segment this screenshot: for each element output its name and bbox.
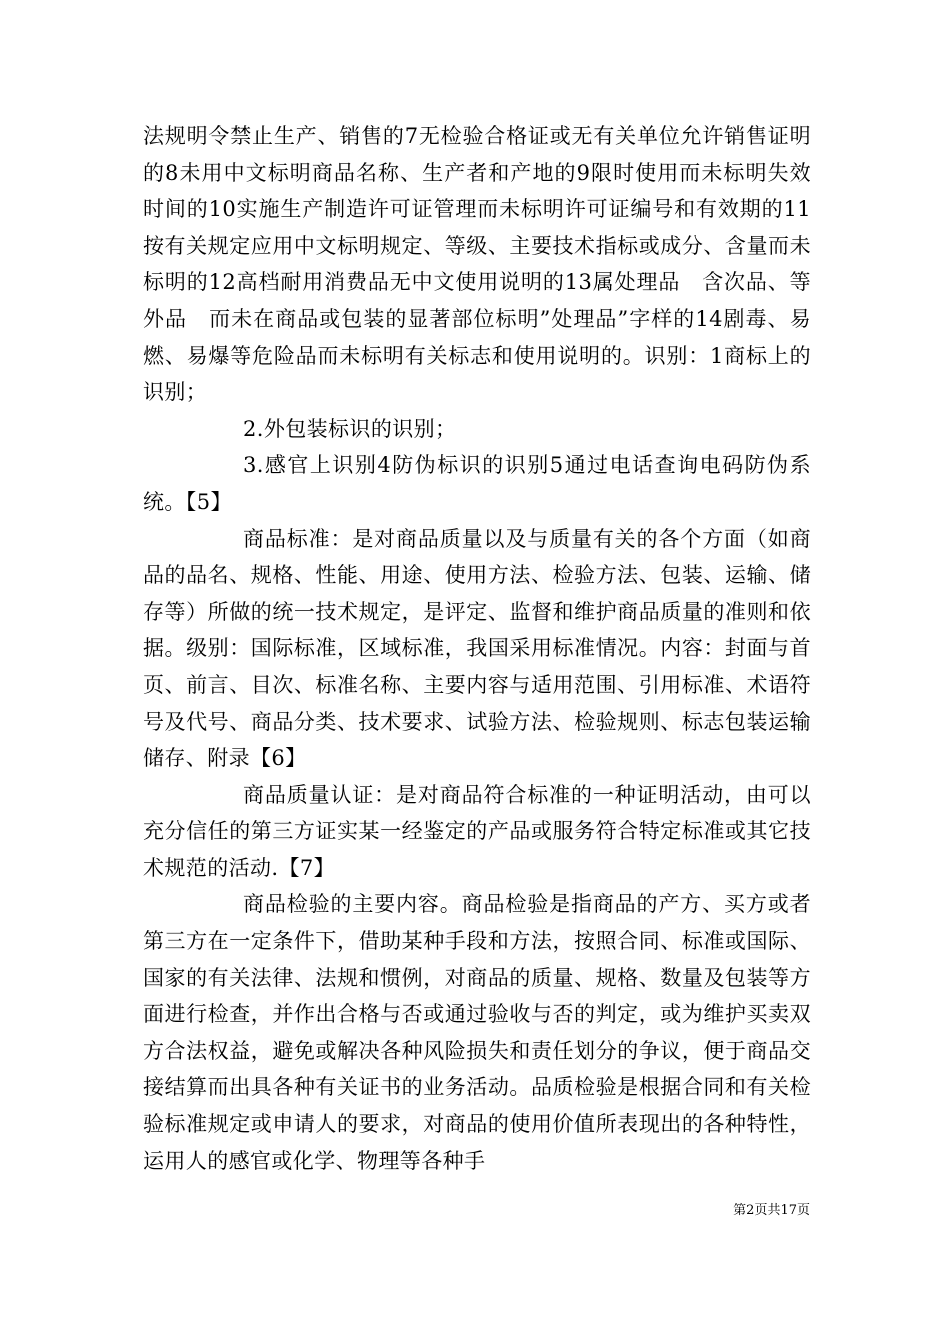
- paragraph-outer-package: 2.外包装标识的识别；: [243, 416, 457, 441]
- paragraph-quality-certification: 商品质量认证：是对商品符合标准的一种证明活动，由可以充分信任的第三方证实某一经鉴定的产品或服务符合特定标准或其它技术规范的活动.【7】: [143, 782, 811, 880]
- page-number-footer: 第2页共17页: [733, 1203, 810, 1218]
- paragraph-product-standard: 商品标准：是对商品质量以及与质量有关的各个方面（如商品的品名、规格、性能、用途、使用方法、检验方法、包装、运输、储存等）所做的统一技术规定，是评定、监督和维护商品质量的准则和依据。级别：国际标准，区域标准，我国采用标准情况。内容：封面与首页、前言、目次、标准名称、主要内容与适用范围、引用标准、术语符号及代号、商品分类、技术要求、试验方法、检验规则、标志包装运输储存、附录【6】: [143, 526, 811, 771]
- paragraph-regulations: 法规明令禁止生产、销售的7无检验合格证或无有关单位允许销售证明的8未用中文标明商品名称、生产者和产地的9限时使用而未标明失效时间的10实施生产制造许可证管理而未标明许可证编号和有效期的11按有关规定应用中文标明规定、等级、主要技术指标或成分、含量而未标明的12高档耐用消费品无中文使用说明的13属处理品 含次品、等外品 而未在商品或包装的显著部位标明”处理品”字样的14剧毒、易燃、易爆等危险品而未标明有关标志和使用说明的。识别：1商标上的识别；: [143, 124, 811, 405]
- body-text: [143, 118, 811, 1179]
- paragraph-inspection-content: 商品检验的主要内容。商品检验是指商品的产方、买方或者第三方在一定条件下，借助某种手段和方法，按照合同、标准或国际、国家的有关法律、法规和惯例，对商品的质量、规格、数量及包装等方面进行检查，并作出合格与否或通过验收与否的判定，或为维护买卖双方合法权益，避免或解决各种风险损失和责任划分的争议，便于商品交接结算而出具各种有关证书的业务活动。品质检验是根据合同和有关检验标准规定或申请人的要求，对商品的使用价值所表现出的各种特性，运用人的感官或化学、物理等各种手: [143, 892, 811, 1173]
- paragraph-sensory-identification: 3.感官上识别4防伪标识的识别5通过电话查询电码防伪系统。【5】: [143, 453, 811, 514]
